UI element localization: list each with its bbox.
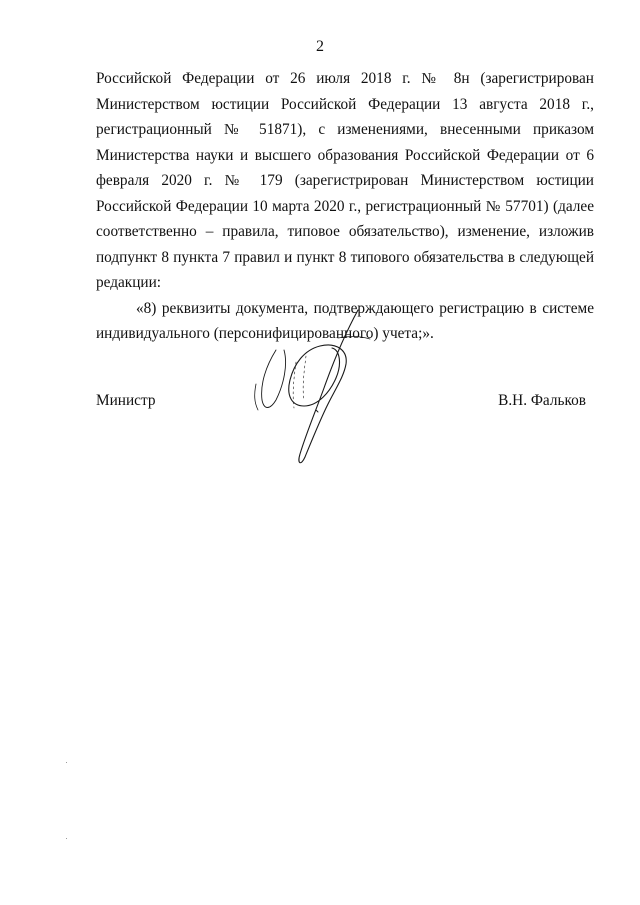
page-number: 2 — [316, 38, 324, 55]
signature-stroke-tail — [255, 384, 258, 410]
scan-speck — [66, 838, 67, 839]
signature-stroke-dot — [316, 410, 318, 412]
quoted-amendment-paragraph: «8) реквизиты документа, подтверждающего регистрацию в системе индивидуального (персонифицированного) учета;». — [96, 299, 594, 342]
signature-stroke-loop — [262, 350, 286, 408]
signatory-name: В.Н. Фальков — [498, 392, 586, 409]
handwritten-signature — [248, 292, 398, 472]
signatory-title: Министр — [96, 392, 156, 409]
scan-speck — [66, 762, 67, 763]
signature-stroke-main — [289, 310, 358, 463]
body-paragraph: Российской Федерации от 26 июля 2018 г. № 8н (зарегистрирован Министерством юстиции Российской Федерации 13 августа 2018 г., регистрационный № 51871), с изменениями, внесенными приказом Министерства науки и высшего образования Российской Федерации от 6 февраля 2020 г. № 179 (зарегистрирован Министерством юстиции Российской Федерации 10 марта 2020 г., регистрационный № 57701) (далее соответственно – правила, типовое обязательство), изменение, изложив подпункт 8 пункта 7 правил и пункт 8 типового обязательства в следующей редакции: — [96, 70, 594, 291]
signature-stroke-hatch-2 — [303, 356, 306, 400]
signature-stroke-underline — [338, 337, 370, 339]
